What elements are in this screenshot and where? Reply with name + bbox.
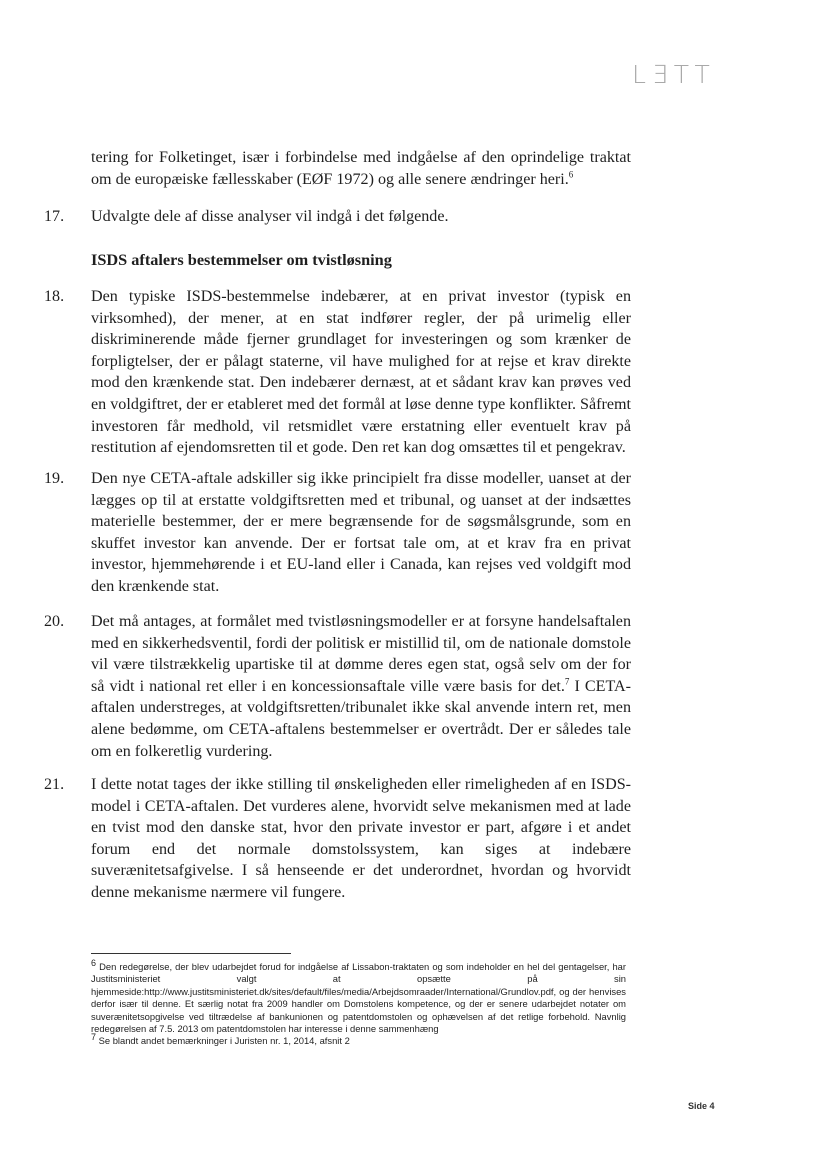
paragraph-number: 18. — [44, 288, 65, 305]
page-number: Side 4 — [688, 1101, 715, 1111]
intro-text: tering for Folketinget, især i forbindelse med indgåelse af den oprindelige traktat om de europæiske fællesskaber (EØF 1972) og alle senere ændringer heri. — [91, 149, 631, 188]
footnote-ref-7: 7 — [564, 676, 570, 687]
footnote-text: Den redegørelse, der blev udarbejdet forud for indgåelse af Lissabon-traktaten og som indeholder en hel del gentagelser, har Justitsministeriet valgt at opsætte på sin hjemmeside:http://www.justitsministeriet.dk/sites/default/files/media/Arbejdsomraader/International/Grundlov.pdf, og der henvises derfor især til denne. Et særlig notat fra 2009 handler om Domstolens kompetence, og der er senere udarbejdet notater om suverænitetsopgivelse ved tiltrædelse af bankunionen og patentdomstolen og ophævelsen af det retlige forbehold. Navnlig redegørelsen af 7.5. 2013 om patentdomstolen har interesse i denne sammenhæng — [91, 961, 627, 1035]
paragraph-text-part-b: I CETA-aftalen understreges, at voldgiftsretten/tribunalet ikke skal anvende intern ret, men alene bedømme, om CETA-aftalens bestemmelser er overtrådt. Der er således tale om en folkeretlig vurdering. — [91, 677, 631, 760]
paragraph-number: 20. — [44, 613, 65, 630]
footnote-mark: 6 — [91, 957, 97, 968]
paragraph-text: Udvalgte dele af disse analyser vil indgå i det følgende. — [91, 208, 449, 225]
footnote-divider — [91, 953, 291, 954]
footnote-mark: 7 — [91, 1032, 97, 1043]
paragraph-number: 19. — [44, 470, 65, 487]
footnote-6 — [91, 957, 627, 1035]
paragraph-number: 17. — [44, 208, 65, 225]
footnote-text: Se blandt andet bemærkninger i Juristen nr. 1, 2014, afsnit 2 — [98, 1035, 350, 1047]
lett-logo: L∃TT — [632, 60, 716, 89]
paragraph-text-part-a: Det må antages, at formålet med tvistløsningsmodeller er at forsyne handelsaftalen med en sikkerhedsventil, fordi der politisk er mistillid til, om de nationale domstole vil være tilstrækkelig upartiske til at dømme deres egen stat, også selv om der for så vidt i national ret eller i en koncessionsaftale ville være basis for det. — [91, 613, 631, 695]
footnote-7 — [91, 1032, 626, 1047]
paragraph-number: 21. — [44, 776, 65, 793]
footnote-ref-6: 6 — [568, 169, 574, 180]
paragraph-text — [91, 611, 631, 762]
paragraph-text: I dette notat tages der ikke stilling til ønskeligheden eller rimeligheden af en ISDS-model i CETA-aftalen. Det vurderes alene, hvorvidt selve mekanismen med at lade en tvist mod den danske stat, hvor den private investor er part, afgøre i et andet forum end det normale domstolssystem, kan siges at indebære suverænitetsafgivelse. I så henseende er det underordnet, hvordan og hvorvidt denne mekanisme nærmere vil fungere. — [91, 776, 631, 901]
paragraph-text: Den nye CETA-aftale adskiller sig ikke principielt fra disse modeller, uanset at der lægges op til at erstatte voldgiftsretten med et tribunal, og uanset at der indsættes materielle bestemmer, der er mere begrænsende for de søgsmålsgrunde, som en skuffet investor kan anvende. Der er fortsat tale om, at et krav fra en privat investor, hjemmehørende i et EU-land eller i Canada, kan rejses ved voldgift mod den krænkende stat. — [91, 470, 631, 595]
intro-paragraph — [91, 147, 631, 190]
footnotes — [91, 957, 627, 1048]
section-heading: ISDS aftalers bestemmelser om tvistløsning — [91, 250, 392, 269]
paragraph-text: Den typiske ISDS-bestemmelse indebærer, at en privat investor (typisk en virksomhed), der mener, at en stat indfører regler, der på urimelig eller diskriminerende måde fjerner grundlaget for investeringen og som krænker de forpligtelser, der er pålagt staterne, vil have mulighed for at rejse et krav direkte mod den krænkende stat. Den indebærer dernæst, at et sådant krav kan prøves ved en voldgiftret, der er etableret med det formål at løse denne type konflikter. Såfremt investoren får medhold, vil retsmidlet være erstatning eller eventuelt krav på restitution af ejendomsretten til et gode. Den ret kan dog omsættes til et pengekrav. — [91, 288, 631, 457]
